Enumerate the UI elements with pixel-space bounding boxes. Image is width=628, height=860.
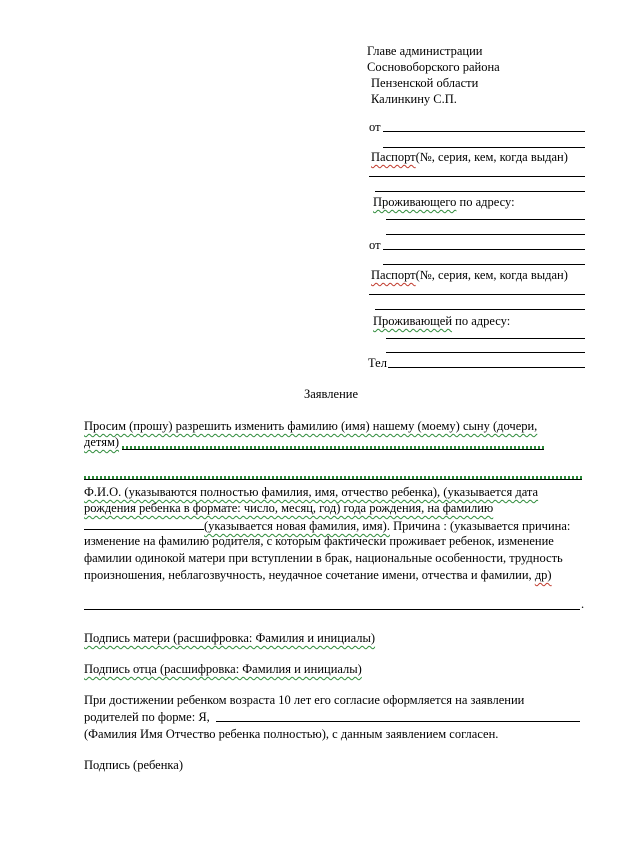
applicant2-address-rest: по адресу: [452, 314, 511, 328]
reason-line-5: фамилии одинокой матери при вступлении в брак, национальные особенности, трудность [84, 551, 563, 565]
applicant2-passport [371, 268, 568, 283]
addressee-line-2: Сосновоборского района [367, 60, 500, 74]
request-line-1: Просим (прошу) разрешить изменить фамилию (имя) нашему (моему) сыну (дочери, [84, 419, 538, 433]
applicant1-residing-label: Проживающего [373, 195, 457, 209]
reason-line-6-main: произношения, неблагозвучность, неудачное сочетание имени, отчества и фамилии, [84, 568, 535, 582]
applicant1-address [373, 195, 515, 210]
applicant1-name-line[interactable] [383, 131, 585, 132]
fio-line-3-underlined: (указывается новая фамилия, имя). [204, 519, 390, 533]
request-line-2: детям) [84, 435, 120, 449]
consent-line-1: При достижении ребенком возраста 10 лет его согласие оформляется на заявлении [84, 693, 525, 707]
reason-period: . [581, 597, 585, 611]
addressee-line-3: Пензенской области [371, 76, 479, 90]
applicant2-passport-rest: (№, серия, кем, когда выдан) [415, 268, 568, 282]
applicant2-from-label: от [369, 238, 381, 252]
applicant1-passport [371, 150, 568, 165]
child-name-line-1[interactable] [122, 446, 544, 450]
fio-line-3 [84, 517, 570, 534]
fio-line-3-rest: Причина : (указывается причина: [389, 519, 571, 533]
applicant1-name-line-2[interactable] [383, 147, 585, 148]
applicant2-residing-label: Проживающей [373, 314, 453, 328]
consent-line-2: родителей по форме: Я, [84, 710, 210, 724]
applicant2-passport-line-1[interactable] [369, 294, 585, 295]
reason-line-blank[interactable] [84, 609, 580, 610]
applicant1-passport-rest: (№, серия, кем, когда выдан) [415, 150, 568, 164]
reason-line-4: изменение на фамилию родителя, с которым фактически проживает ребенок, изменение [84, 534, 554, 548]
applicant1-passport-line-1[interactable] [369, 176, 585, 177]
applicant1-address-rest: по адресу: [456, 195, 515, 209]
consent-line-3: (Фамилия Имя Отчество ребенка полностью), с данным заявлением согласен. [84, 727, 499, 741]
applicant2-name-line-2[interactable] [383, 264, 585, 265]
phone-line[interactable] [388, 367, 585, 368]
addressee-line-1: Главе администрации [367, 44, 483, 58]
fio-line-2: рождения ребенка в формате: число, месяц, год) года рождения, на фамилию [84, 501, 494, 515]
applicant2-address-line-1[interactable] [386, 338, 585, 339]
new-surname-blank[interactable] [84, 517, 204, 530]
applicant2-address-line-2[interactable] [386, 352, 585, 353]
applicant1-address-line-2[interactable] [386, 234, 585, 235]
applicant2-passport-line-2[interactable] [375, 309, 585, 310]
child-signature: Подпись (ребенка) [84, 758, 184, 772]
applicant1-from-label: от [369, 120, 381, 134]
mother-signature: Подпись матери (расшифровка: Фамилия и инициалы) [84, 631, 376, 645]
addressee-line-4: Калинкину С.П. [371, 92, 457, 106]
child-fio-line[interactable] [216, 721, 580, 722]
applicant2-name-line[interactable] [383, 249, 585, 250]
child-name-line-2[interactable] [84, 476, 582, 480]
reason-line-6 [84, 568, 552, 583]
applicant1-address-line-1[interactable] [386, 219, 585, 220]
fio-line-1: Ф.И.О. (указываются полностью фамилия, имя, отчество ребенка), (указывается дата [84, 485, 539, 499]
father-signature: Подпись отца (расшифровка: Фамилия и инициалы) [84, 662, 362, 676]
applicant2-address [373, 314, 510, 329]
phone-label: Тел [368, 356, 387, 370]
applicant2-passport-prefix: Паспорт [371, 268, 416, 282]
document-title: Заявление [304, 387, 359, 401]
reason-line-6-tail: др) [534, 568, 552, 582]
applicant1-passport-line-2[interactable] [375, 191, 585, 192]
applicant1-passport-prefix: Паспорт [371, 150, 416, 164]
